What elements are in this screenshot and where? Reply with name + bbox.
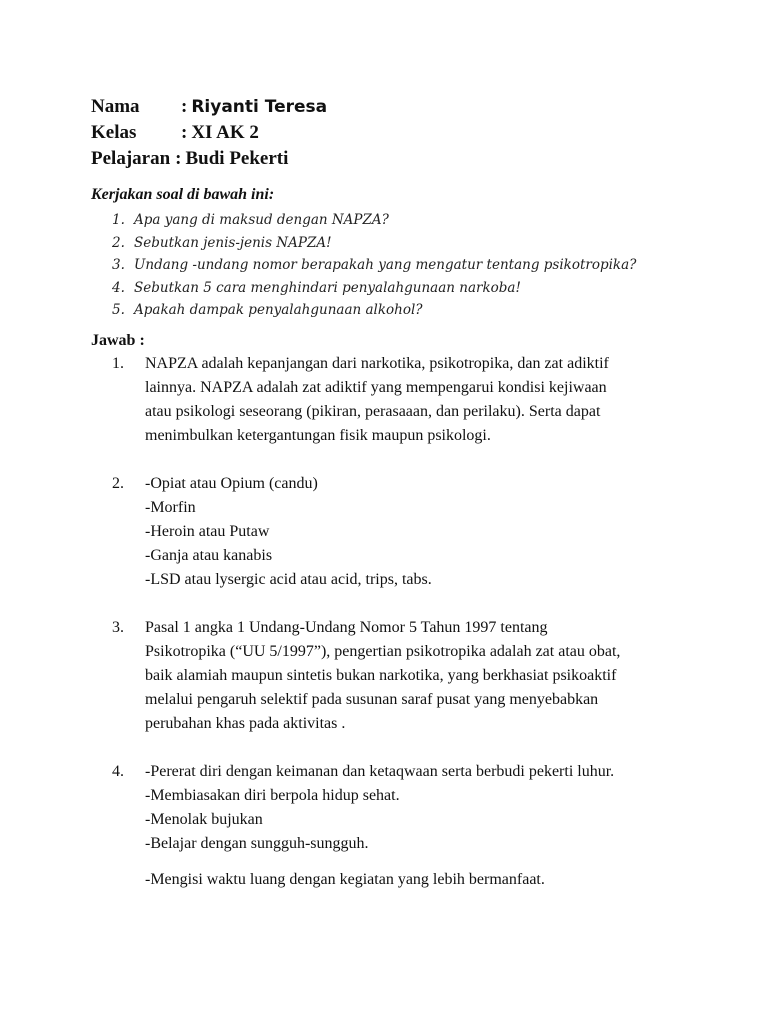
- question-item: [112, 277, 636, 300]
- answer-line: -Heroin atau Putaw: [145, 523, 270, 540]
- answer-line: melalui pengaruh selektif pada susunan saraf pusat yang menyebabkan: [145, 691, 599, 708]
- kelas-value: XI AK 2: [191, 122, 259, 143]
- answer-number: 4.: [112, 763, 124, 780]
- answer-line: -Ganja atau kanabis: [145, 547, 273, 564]
- answer-line: -LSD atau lysergic acid atau acid, trips, tabs.: [145, 571, 432, 588]
- answer-number: 3.: [112, 619, 124, 636]
- pelajaran-label: Pelajaran: [91, 148, 171, 169]
- answer-body: [145, 472, 672, 592]
- kelas-label: Kelas: [91, 122, 137, 143]
- question-list: [112, 209, 636, 322]
- answer-item-4: [112, 760, 672, 892]
- kelas-row: [91, 120, 327, 146]
- nama-label: Nama: [91, 96, 140, 117]
- question-number: 5.: [112, 302, 125, 318]
- answer-body: [145, 352, 672, 448]
- nama-value: Riyanti Teresa: [191, 97, 328, 117]
- answer-body: [145, 760, 672, 892]
- kelas-colon: :: [181, 122, 188, 143]
- question-item: [112, 299, 636, 322]
- question-text: Sebutkan 5 cara menghindari penyalahgunaan narkoba!: [134, 279, 521, 296]
- answer-line: Psikotropika (“UU 5/1997”), pengertian psikotropika adalah zat atau obat,: [145, 643, 621, 660]
- question-item: [112, 232, 636, 255]
- pelajaran-value: Budi Pekerti: [185, 148, 289, 169]
- question-number: 2.: [112, 234, 125, 251]
- answer-body: [145, 616, 672, 736]
- answer-line: -Opiat atau Opium (candu): [145, 475, 318, 492]
- question-text: Undang -undang nomor berapakah yang mengatur tentang psikotropika?: [134, 257, 637, 273]
- answer-item-2: [112, 472, 672, 592]
- answer-item-1: [112, 352, 672, 448]
- answer-line: -Menolak bujukan: [145, 811, 263, 828]
- answer-line: -Mengisi waktu luang dengan kegiatan yang lebih bermanfaat.: [145, 871, 545, 888]
- question-item: [112, 209, 636, 232]
- answer-number: 1.: [112, 355, 124, 372]
- question-text: Apa yang di maksud dengan NAPZA?: [134, 212, 389, 228]
- answer-list: [112, 352, 672, 892]
- answer-heading: Jawab :: [91, 332, 145, 349]
- answer-line: perubahan khas pada aktivitas .: [145, 715, 346, 732]
- question-item: [112, 254, 636, 277]
- question-text: Apakah dampak penyalahgunaan alkohol?: [134, 302, 423, 318]
- nama-colon: :: [181, 96, 188, 117]
- answer-item-3: [112, 616, 672, 736]
- question-number: 4.: [112, 279, 125, 296]
- question-number: 3.: [112, 257, 125, 273]
- answer-number: 2.: [112, 475, 124, 492]
- answer-line: lainnya. NAPZA adalah zat adiktif yang mempengarui kondisi kejiwaan: [145, 379, 607, 396]
- answer-line: menimbulkan ketergantungan fisik maupun psikologi.: [145, 427, 491, 444]
- answer-line: atau psikologi seseorang (pikiran, perasaaan, dan perilaku). Serta dapat: [145, 403, 601, 420]
- answer-line: baik alamiah maupun sintetis bukan narkotika, yang berkhasiat psikoaktif: [145, 667, 617, 684]
- pelajaran-colon: :: [175, 148, 182, 169]
- answer-line: Pasal 1 angka 1 Undang-Undang Nomor 5 Tahun 1997 tentang: [145, 619, 548, 636]
- answer-line: -Belajar dengan sungguh-sungguh.: [145, 835, 369, 852]
- pelajaran-row: [91, 146, 327, 172]
- answer-line: -Morfin: [145, 499, 196, 516]
- question-number: 1.: [112, 212, 125, 228]
- question-text: Sebutkan jenis-jenis NAPZA!: [134, 234, 332, 251]
- answer-line: -Pererat diri dengan keimanan dan ketaqwaan serta berbudi pekerti luhur.: [145, 763, 615, 780]
- nama-row: [91, 94, 327, 120]
- student-info-header: [91, 94, 327, 172]
- answer-line: -Membiasakan diri berpola hidup sehat.: [145, 787, 400, 804]
- answer-line: NAPZA adalah kepanjangan dari narkotika, psikotropika, dan zat adiktif: [145, 355, 609, 372]
- instruction-heading: Kerjakan soal di bawah ini:: [91, 186, 275, 203]
